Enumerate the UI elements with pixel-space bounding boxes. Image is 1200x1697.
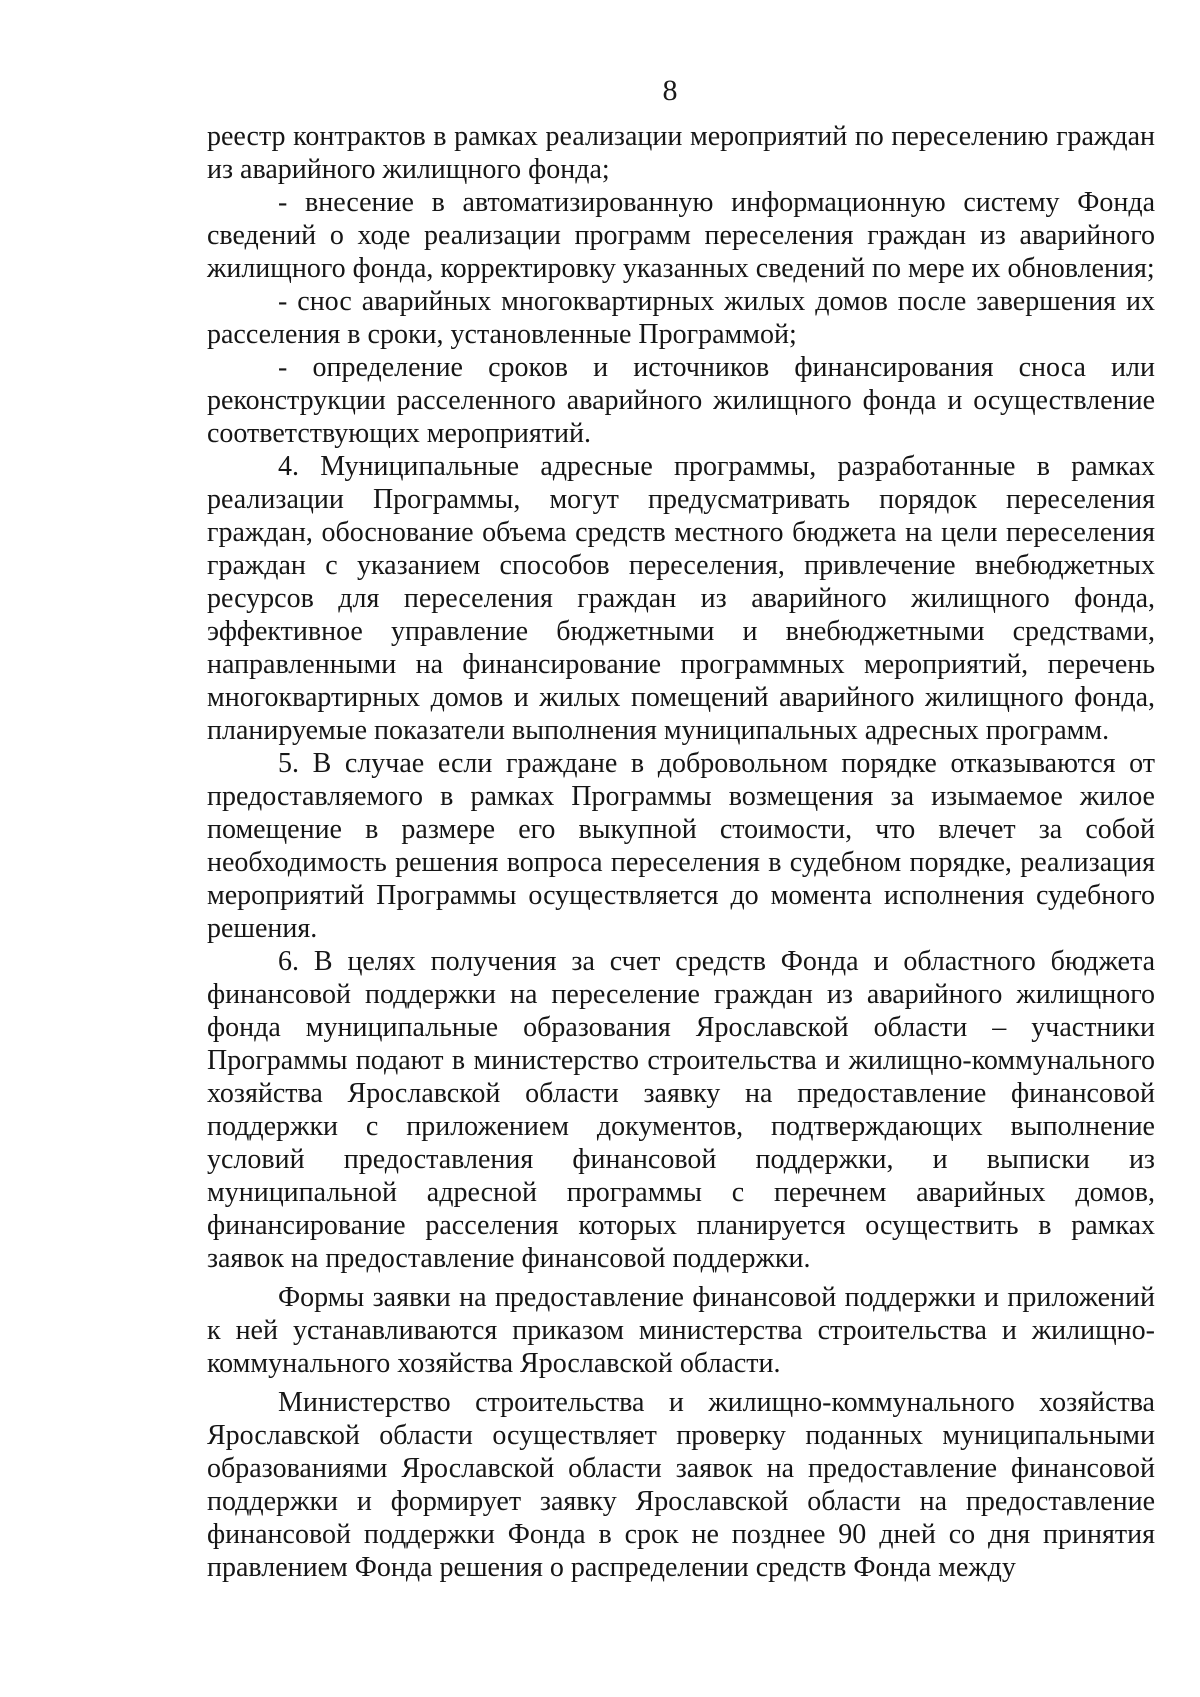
paragraph-item-5: 5. В случае если граждане в добровольном порядке отказываются от предоставляемого в рамках Программы возмещения за изымаемое жилое помещение в размере его выкупной стоимости, что влечет за собой необходимость решения вопроса переселения в судебном порядке, реализация мероприятий Программы осуществляется до момента исполнения судебного решения.	[207, 748, 1155, 944]
page-number: 8	[662, 74, 678, 107]
paragraph-registry-continuation: реестр контрактов в рамках реализации мероприятий по переселению граждан из аварийного жилищного фонда;	[207, 121, 1155, 185]
paragraph-item-4: 4. Муниципальные адресные программы, разработанные в рамках реализации Программы, могут предусматривать порядок переселения граждан, обоснование объема средств местного бюджета на цели переселения граждан с указанием способов переселения, привлечение внебюджетных ресурсов для переселения граждан из аварийного жилищного фонда, эффективное управление бюджетными и внебюджетными средствами, направленными на финансирование программных мероприятий, перечень многоквартирных домов и жилых помещений аварийного жилищного фонда, планируемые показатели выполнения муниципальных адресных программ.	[207, 451, 1155, 746]
paragraph-item-6: 6. В целях получения за счет средств Фонда и областного бюджета финансовой поддержки на переселение граждан из аварийного жилищного фонда муниципальные образования Ярославской области – участники Программы подают в министерство строительства и жилищно-коммунального хозяйства Ярославской области заявку на предоставление финансовой поддержки с приложением документов, подтверждающих выполнение условий предоставления финансовой поддержки, и выписки из муниципальной адресной программы с перечнем аварийных домов, финансирование расселения которых планируется осуществить в рамках заявок на предоставление финансовой поддержки.	[207, 946, 1155, 1274]
paragraph-ministry-review: Министерство строительства и жилищно-коммунального хозяйства Ярославской области осуществляет проверку поданных муниципальными образованиями Ярославской области заявок на предоставление финансовой поддержки и формирует заявку Ярославской области на предоставление финансовой поддержки Фонда в срок не позднее 90 дней со дня принятия правлением Фонда решения о распределении средств Фонда между	[207, 1387, 1155, 1583]
paragraph-financing-terms: - определение сроков и источников финансирования сноса или реконструкции расселенного аварийного жилищного фонда и осуществление соответствующих мероприятий.	[207, 352, 1155, 449]
paragraph-application-forms: Формы заявки на предоставление финансовой поддержки и приложений к ней устанавливаются приказом министерства строительства и жилищно-коммунального хозяйства Ярославской области.	[207, 1282, 1155, 1379]
paragraph-demolition: - снос аварийных многоквартирных жилых домов после завершения их расселения в сроки, установленные Программой;	[207, 286, 1155, 350]
paragraph-ais-entry: - внесение в автоматизированную информационную систему Фонда сведений о ходе реализации программ переселения граждан из аварийного жилищного фонда, корректировку указанных сведений по мере их обновления;	[207, 187, 1155, 284]
document-body	[207, 120, 1155, 1584]
